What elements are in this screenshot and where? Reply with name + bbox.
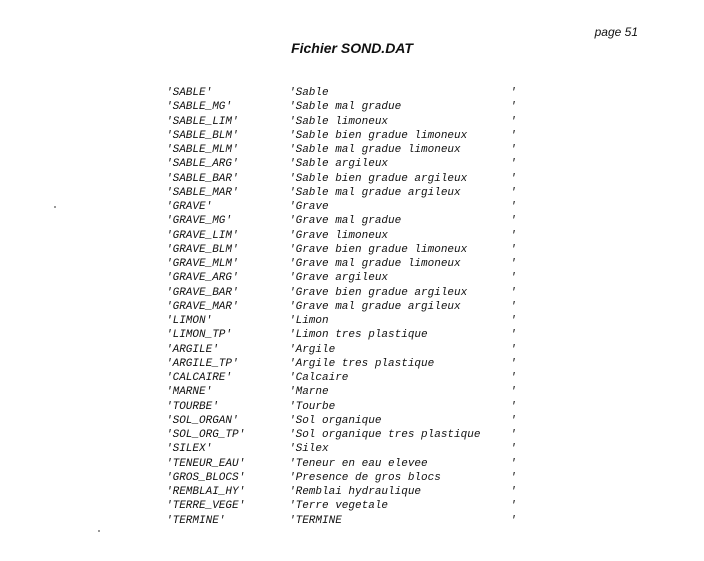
soil-description: 'Sol organique tres plastique bbox=[289, 429, 481, 441]
closing-quote: ' bbox=[510, 500, 517, 513]
listing-row bbox=[166, 172, 526, 186]
closing-quote: ' bbox=[510, 429, 517, 441]
closing-quote: ' bbox=[510, 486, 517, 498]
soil-code: 'SOL_ORGAN' bbox=[166, 414, 239, 427]
closing-quote: ' bbox=[510, 129, 517, 142]
soil-description: 'Sol organique bbox=[289, 414, 382, 427]
closing-quote: ' bbox=[510, 229, 517, 242]
soil-description: 'Marne bbox=[289, 386, 329, 399]
soil-code: 'SABLE_MAR' bbox=[166, 186, 239, 199]
soil-description: 'Tourbe bbox=[289, 400, 336, 413]
listing-row bbox=[166, 499, 526, 513]
listing-row bbox=[166, 371, 526, 385]
soil-description: 'Argile bbox=[289, 343, 336, 356]
listing-row bbox=[166, 271, 526, 285]
page-number: page 51 bbox=[594, 25, 638, 39]
soil-code: 'ARGILE' bbox=[166, 343, 219, 356]
listing-row bbox=[166, 229, 526, 243]
soil-description: 'Grave mal gradue bbox=[289, 215, 402, 228]
closing-quote: ' bbox=[510, 357, 517, 370]
soil-description: 'Sable mal gradue limoneux bbox=[289, 144, 461, 156]
soil-code: 'SABLE_LIM' bbox=[166, 115, 239, 128]
listing-row bbox=[166, 257, 526, 271]
listing-row bbox=[166, 243, 526, 257]
listing-row bbox=[166, 129, 526, 143]
soil-description: 'Grave bien gradue limoneux bbox=[289, 243, 468, 256]
soil-code: 'SABLE' bbox=[166, 87, 213, 99]
soil-code: 'ARGILE_TP' bbox=[166, 357, 239, 370]
closing-quote: ' bbox=[510, 329, 517, 342]
closing-quote: ' bbox=[510, 372, 517, 384]
soil-code: 'LIMON' bbox=[166, 315, 213, 327]
soil-description: 'Grave bien gradue argileux bbox=[289, 286, 468, 299]
soil-code: 'GRAVE_ARG' bbox=[166, 272, 239, 285]
soil-description: 'Teneur en eau elevee bbox=[289, 457, 428, 470]
listing-row bbox=[166, 300, 526, 314]
soil-code: 'LIMON_TP' bbox=[166, 329, 233, 342]
document-title: Fichier SOND.DAT bbox=[291, 40, 413, 56]
soil-description: 'Terre vegetale bbox=[289, 500, 389, 513]
closing-quote: ' bbox=[510, 300, 517, 313]
soil-code: 'CALCAIRE' bbox=[166, 372, 233, 384]
soil-code: 'SABLE_MG' bbox=[166, 101, 233, 114]
soil-description: 'Limon tres plastique bbox=[289, 329, 428, 342]
closing-quote: ' bbox=[510, 144, 517, 156]
closing-quote: ' bbox=[510, 201, 517, 213]
soil-code: 'GRAVE' bbox=[166, 201, 213, 213]
soil-description: 'Silex bbox=[289, 443, 329, 456]
listing-row bbox=[166, 428, 526, 442]
listing-row bbox=[166, 343, 526, 357]
listing-row bbox=[166, 514, 526, 528]
soil-description: 'Grave mal gradue argileux bbox=[289, 300, 461, 313]
listing-row bbox=[166, 157, 526, 171]
closing-quote: ' bbox=[510, 315, 517, 327]
listing-row bbox=[166, 314, 526, 328]
listing-row bbox=[166, 414, 526, 428]
soil-description: 'Sable limoneux bbox=[289, 115, 389, 128]
soil-code: 'GRAVE_MAR' bbox=[166, 300, 239, 313]
closing-quote: ' bbox=[510, 243, 517, 256]
soil-description: 'Calcaire bbox=[289, 372, 349, 384]
soil-code: 'GRAVE_MG' bbox=[166, 215, 233, 228]
closing-quote: ' bbox=[510, 101, 517, 114]
soil-description: 'Presence de gros blocs bbox=[289, 471, 441, 484]
soil-code: 'TOURBE' bbox=[166, 400, 219, 413]
closing-quote: ' bbox=[510, 514, 517, 527]
soil-code: 'GRAVE_LIM' bbox=[166, 229, 239, 242]
soil-description: 'Sable argileux bbox=[289, 158, 389, 171]
soil-code: 'GRAVE_BLM' bbox=[166, 243, 239, 256]
soil-code: 'SOL_ORG_TP' bbox=[166, 429, 246, 441]
listing-row bbox=[166, 86, 526, 100]
soil-description: 'Sable mal gradue bbox=[289, 101, 402, 114]
closing-quote: ' bbox=[510, 457, 517, 470]
soil-description: 'Limon bbox=[289, 315, 329, 327]
listing-row bbox=[166, 186, 526, 200]
soil-description: 'Remblai hydraulique bbox=[289, 486, 422, 498]
soil-code: 'SABLE_ARG' bbox=[166, 158, 239, 171]
soil-code: 'SABLE_MLM' bbox=[166, 144, 239, 156]
listing-row bbox=[166, 442, 526, 456]
soil-description: 'Grave mal gradue limoneux bbox=[289, 258, 461, 270]
closing-quote: ' bbox=[510, 443, 517, 456]
listing-row bbox=[166, 328, 526, 342]
closing-quote: ' bbox=[510, 87, 517, 99]
soil-description: 'TERMINE bbox=[289, 514, 342, 527]
listing-row bbox=[166, 457, 526, 471]
closing-quote: ' bbox=[510, 115, 517, 128]
closing-quote: ' bbox=[510, 286, 517, 299]
closing-quote: ' bbox=[510, 414, 517, 427]
closing-quote: ' bbox=[510, 186, 517, 199]
closing-quote: ' bbox=[510, 400, 517, 413]
soil-code: 'MARNE' bbox=[166, 386, 213, 399]
closing-quote: ' bbox=[510, 386, 517, 399]
soil-code: 'SABLE_BAR' bbox=[166, 172, 239, 185]
soil-code: 'TENEUR_EAU' bbox=[166, 457, 246, 470]
file-listing bbox=[166, 86, 526, 528]
soil-code: 'GRAVE_BAR' bbox=[166, 286, 239, 299]
listing-row bbox=[166, 471, 526, 485]
soil-code: 'GRAVE_MLM' bbox=[166, 258, 239, 270]
soil-description: 'Argile tres plastique bbox=[289, 357, 435, 370]
listing-row bbox=[166, 357, 526, 371]
closing-quote: ' bbox=[510, 215, 517, 228]
listing-row bbox=[166, 385, 526, 399]
closing-quote: ' bbox=[510, 172, 517, 185]
soil-code: 'GROS_BLOCS' bbox=[166, 471, 246, 484]
soil-code: 'REMBLAI_HY' bbox=[166, 486, 246, 498]
listing-row bbox=[166, 286, 526, 300]
listing-row bbox=[166, 143, 526, 157]
listing-row bbox=[166, 214, 526, 228]
soil-description: 'Sable bbox=[289, 87, 329, 99]
scan-speck bbox=[54, 206, 56, 208]
soil-code: 'TERMINE' bbox=[166, 514, 226, 527]
soil-code: 'SILEX' bbox=[166, 443, 213, 456]
soil-description: 'Grave bbox=[289, 201, 329, 213]
listing-row bbox=[166, 400, 526, 414]
soil-description: 'Grave limoneux bbox=[289, 229, 389, 242]
closing-quote: ' bbox=[510, 343, 517, 356]
listing-row bbox=[166, 485, 526, 499]
closing-quote: ' bbox=[510, 158, 517, 171]
soil-code: 'SABLE_BLM' bbox=[166, 129, 239, 142]
closing-quote: ' bbox=[510, 272, 517, 285]
listing-row bbox=[166, 115, 526, 129]
closing-quote: ' bbox=[510, 258, 517, 270]
listing-row bbox=[166, 100, 526, 114]
soil-description: 'Grave argileux bbox=[289, 272, 389, 285]
soil-description: 'Sable bien gradue argileux bbox=[289, 172, 468, 185]
listing-row bbox=[166, 200, 526, 214]
soil-description: 'Sable mal gradue argileux bbox=[289, 186, 461, 199]
soil-description: 'Sable bien gradue limoneux bbox=[289, 129, 468, 142]
soil-code: 'TERRE_VEGE' bbox=[166, 500, 246, 513]
closing-quote: ' bbox=[510, 471, 517, 484]
scan-speck bbox=[98, 530, 100, 532]
